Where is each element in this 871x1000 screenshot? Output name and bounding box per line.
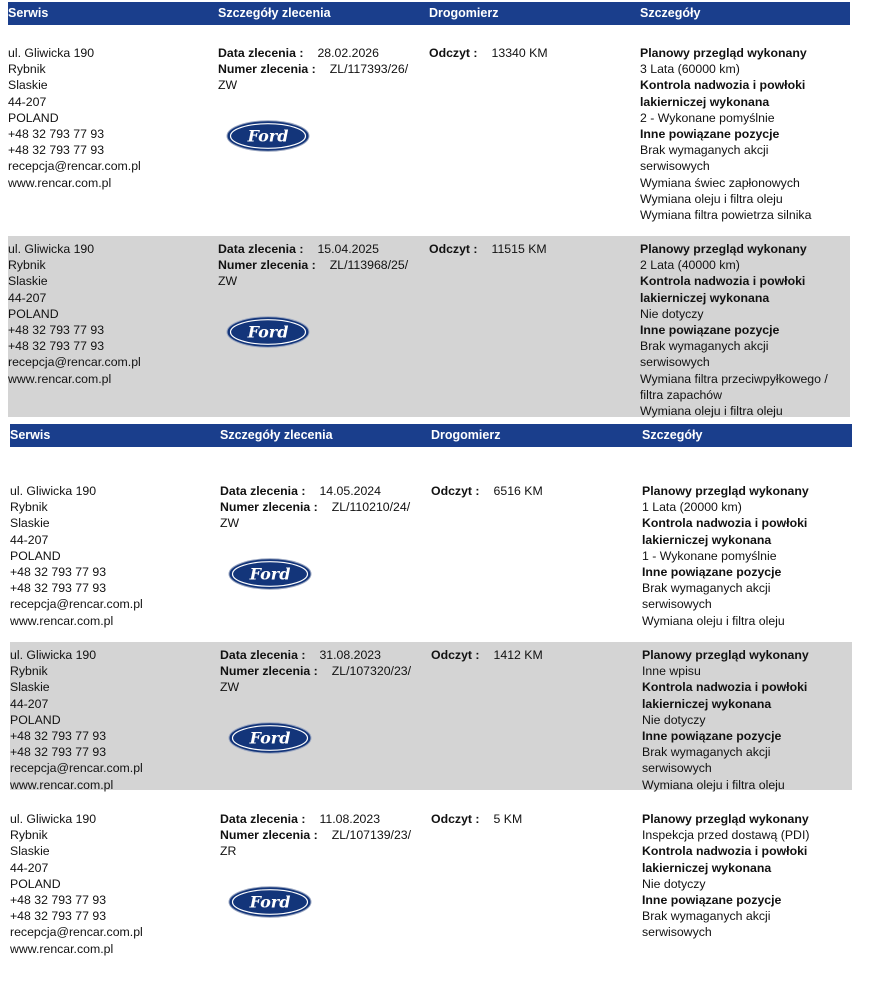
order-number-value: ZL/107320/23/	[331, 664, 412, 679]
address-line: +48 32 793 77 93	[10, 581, 107, 596]
details-line: Nie dotyczy	[640, 306, 704, 321]
odometer-reading	[431, 483, 543, 499]
order-number-label: Numer zlecenia :	[220, 664, 318, 679]
ford-logo	[228, 558, 312, 590]
order-number-value: ZL/110210/24/	[331, 500, 411, 515]
details-heading: Kontrola nadwozia i powłoki	[640, 274, 806, 289]
address-line: recepcja@rencar.com.pl	[10, 597, 143, 612]
odometer-reading	[429, 45, 548, 61]
details-line: 2 - Wykonane pomyślnie	[640, 110, 775, 125]
odometer-label: Odczyt :	[431, 812, 480, 826]
odometer-value: 13340 KM	[491, 46, 548, 60]
address-line: 44-207	[8, 290, 47, 305]
address-line: +48 32 793 77 93	[10, 745, 107, 760]
details-line: Inne wpisu	[642, 664, 701, 679]
address-line: 44-207	[8, 94, 47, 109]
ford-logo	[228, 722, 312, 754]
odometer-value: 6516 KM	[493, 484, 543, 498]
order-date-value: 31.08.2023	[319, 648, 381, 662]
odometer-label: Odczyt :	[429, 242, 478, 256]
details-line: Wymiana filtra przeciwpyłkowego /	[640, 371, 828, 386]
order-number-value: ZL/113968/25/	[329, 258, 409, 273]
order-date-value: 14.05.2024	[319, 484, 381, 498]
address-line: Rybnik	[10, 500, 48, 515]
order-details	[220, 483, 410, 532]
address-line: Rybnik	[10, 664, 48, 679]
address-line: ul. Gliwicka 190	[10, 812, 97, 826]
details-line: 2 Lata (40000 km)	[640, 258, 740, 273]
order-number-value: ZL/117393/26/	[329, 62, 409, 77]
order-date-label: Data zlecenia :	[220, 484, 306, 498]
address-line: Rybnik	[8, 258, 46, 273]
order-details	[220, 811, 411, 860]
order-date-label: Data zlecenia :	[218, 242, 304, 256]
details-heading: Inne powiązane pozycje	[642, 729, 782, 744]
details-heading: Kontrola nadwozia i powłoki	[642, 844, 808, 859]
svg-text:Ford: Ford	[249, 892, 291, 912]
details-line: serwisowych	[640, 355, 710, 370]
header-details: Szczegóły	[640, 6, 701, 20]
details-line: 1 - Wykonane pomyślnie	[642, 548, 777, 563]
details-line: 3 Lata (60000 km)	[640, 62, 740, 77]
details-line: serwisowych	[642, 925, 712, 940]
details-heading: Kontrola nadwozia i powłoki	[640, 78, 806, 93]
details-line: Brak wymaganych akcji	[642, 909, 771, 924]
odometer-reading	[431, 647, 543, 663]
odometer-label: Odczyt :	[431, 648, 480, 662]
order-number-suffix: ZW	[218, 78, 238, 93]
order-date-value: 11.08.2023	[319, 812, 381, 826]
details-line: Nie dotyczy	[642, 712, 706, 727]
details-line: serwisowych	[642, 761, 712, 776]
header-order-details: Szczegóły zlecenia	[218, 6, 331, 20]
details-heading: Planowy przegląd wykonany	[640, 242, 807, 256]
order-details	[218, 45, 408, 94]
address-line: +48 32 793 77 93	[8, 127, 105, 142]
svg-text:Ford: Ford	[249, 728, 291, 748]
details-line: Wymiana oleju i filtra oleju	[640, 191, 783, 206]
details-line: Nie dotyczy	[642, 876, 706, 891]
address-line: 44-207	[10, 696, 49, 711]
order-number-line	[218, 61, 408, 77]
details-line: Brak wymaganych akcji	[640, 143, 769, 158]
address-line: ul. Gliwicka 190	[10, 648, 97, 662]
order-number-label: Numer zlecenia :	[218, 258, 316, 273]
address-line: POLAND	[10, 548, 61, 563]
address-line: POLAND	[10, 712, 61, 727]
details-line: Wymiana oleju i filtra oleju	[640, 404, 783, 419]
order-number-label: Numer zlecenia :	[220, 500, 318, 515]
details-line: Wymiana oleju i filtra oleju	[642, 613, 785, 628]
order-date-line	[220, 811, 411, 827]
service-address	[8, 241, 141, 387]
service-address	[8, 45, 141, 191]
order-date-value: 15.04.2025	[317, 242, 379, 256]
address-line: www.rencar.com.pl	[8, 371, 112, 386]
svg-text:Ford: Ford	[247, 126, 289, 146]
odometer-reading	[429, 241, 547, 257]
address-line: recepcja@rencar.com.pl	[10, 761, 143, 776]
address-line: Rybnik	[8, 62, 46, 77]
details-line: serwisowych	[640, 159, 710, 174]
details-heading: lakierniczej wykonana	[640, 94, 770, 109]
table-header-bar	[10, 424, 852, 447]
order-details	[218, 241, 408, 290]
order-number-suffix: ZR	[220, 844, 237, 859]
odometer-reading	[431, 811, 522, 827]
details-line: Brak wymaganych akcji	[640, 339, 769, 354]
details-line: Brak wymaganych akcji	[642, 581, 771, 596]
address-line: www.rencar.com.pl	[10, 777, 114, 792]
order-date-line	[220, 647, 411, 663]
service-record-row	[8, 236, 850, 417]
order-date-line	[220, 483, 410, 499]
service-record-row	[10, 806, 852, 956]
details-line: serwisowych	[642, 597, 712, 612]
details-heading: Planowy przegląd wykonany	[640, 46, 807, 60]
service-details	[642, 483, 809, 629]
header-odometer: Drogomierz	[429, 6, 499, 20]
service-address	[10, 811, 143, 957]
address-line: +48 32 793 77 93	[8, 143, 105, 158]
order-details	[220, 647, 411, 696]
address-line: POLAND	[10, 876, 61, 891]
details-heading: lakierniczej wykonana	[642, 696, 772, 711]
address-line: POLAND	[8, 306, 59, 321]
address-line: 44-207	[10, 860, 49, 875]
address-line: Slaskie	[10, 516, 50, 531]
details-heading: Planowy przegląd wykonany	[642, 484, 809, 498]
details-line: Wymiana oleju i filtra oleju	[642, 777, 785, 792]
details-heading: lakierniczej wykonana	[640, 290, 770, 305]
details-heading: Kontrola nadwozia i powłoki	[642, 516, 808, 531]
header-details: Szczegóły	[642, 428, 703, 442]
service-address	[10, 483, 143, 629]
odometer-value: 11515 KM	[491, 242, 547, 256]
svg-text:Ford: Ford	[249, 564, 291, 584]
address-line: +48 32 793 77 93	[10, 565, 107, 580]
odometer-value: 1412 KM	[493, 648, 543, 662]
ford-logo	[228, 886, 312, 918]
service-details	[640, 241, 828, 419]
svg-text:Ford: Ford	[247, 322, 289, 342]
address-line: ul. Gliwicka 190	[8, 242, 95, 256]
address-line: +48 32 793 77 93	[8, 323, 105, 338]
address-line: Slaskie	[10, 844, 50, 859]
address-line: recepcja@rencar.com.pl	[8, 355, 141, 370]
odometer-value: 5 KM	[493, 812, 523, 826]
odometer-label: Odczyt :	[429, 46, 478, 60]
details-heading: lakierniczej wykonana	[642, 532, 772, 547]
order-number-label: Numer zlecenia :	[220, 828, 318, 843]
header-odometer: Drogomierz	[431, 428, 501, 442]
order-date-line	[218, 241, 408, 257]
details-heading: Inne powiązane pozycje	[640, 127, 780, 142]
details-heading: Inne powiązane pozycje	[642, 893, 782, 908]
details-heading: Planowy przegląd wykonany	[642, 648, 809, 662]
details-heading: Inne powiązane pozycje	[642, 565, 782, 580]
details-heading: Planowy przegląd wykonany	[642, 812, 809, 826]
odometer-line	[431, 483, 543, 499]
header-service: Serwis	[8, 6, 49, 20]
address-line: www.rencar.com.pl	[10, 613, 114, 628]
odometer-line	[431, 811, 522, 827]
address-line: recepcja@rencar.com.pl	[8, 159, 141, 174]
order-date-label: Data zlecenia :	[220, 648, 306, 662]
order-number-line	[220, 663, 411, 679]
details-line: Brak wymaganych akcji	[642, 745, 771, 760]
address-line: +48 32 793 77 93	[10, 909, 107, 924]
service-details	[640, 45, 811, 223]
address-line: recepcja@rencar.com.pl	[10, 925, 143, 940]
service-address	[10, 647, 143, 793]
address-line: Slaskie	[8, 274, 48, 289]
order-date-label: Data zlecenia :	[220, 812, 306, 826]
address-line: +48 32 793 77 93	[10, 729, 107, 744]
order-number-suffix: ZW	[220, 680, 240, 695]
address-line: +48 32 793 77 93	[8, 339, 105, 354]
details-line: filtra zapachów	[640, 387, 723, 402]
header-order-details: Szczegóły zlecenia	[220, 428, 333, 442]
order-number-suffix: ZW	[220, 516, 240, 531]
address-line: ul. Gliwicka 190	[8, 46, 95, 60]
order-number-line	[220, 499, 410, 515]
details-heading: Inne powiązane pozycje	[640, 323, 780, 338]
service-record-row	[10, 478, 852, 633]
order-number-value: ZL/107139/23/	[331, 828, 412, 843]
order-date-value: 28.02.2026	[317, 46, 379, 60]
order-number-label: Numer zlecenia :	[218, 62, 316, 77]
address-line: 44-207	[10, 532, 49, 547]
service-details	[642, 811, 809, 941]
service-details	[642, 647, 809, 793]
ford-logo	[226, 316, 310, 348]
odometer-line	[429, 241, 547, 257]
table-header-bar	[8, 2, 850, 25]
details-line: 1 Lata (20000 km)	[642, 500, 742, 515]
odometer-label: Odczyt :	[431, 484, 480, 498]
address-line: Rybnik	[10, 828, 48, 843]
order-date-label: Data zlecenia :	[218, 46, 304, 60]
service-record-row	[8, 40, 850, 226]
order-number-line	[220, 827, 411, 843]
details-heading: lakierniczej wykonana	[642, 860, 772, 875]
address-line: Slaskie	[10, 680, 50, 695]
address-line: www.rencar.com.pl	[10, 941, 114, 956]
odometer-line	[429, 45, 548, 61]
ford-logo	[226, 120, 310, 152]
header-service: Serwis	[10, 428, 51, 442]
order-date-line	[218, 45, 408, 61]
address-line: +48 32 793 77 93	[10, 893, 107, 908]
address-line: POLAND	[8, 110, 59, 125]
details-line: Wymiana świec zapłonowych	[640, 175, 800, 190]
details-line: Inspekcja przed dostawą (PDI)	[642, 828, 810, 843]
odometer-line	[431, 647, 543, 663]
service-record-row	[10, 642, 852, 790]
address-line: ul. Gliwicka 190	[10, 484, 97, 498]
address-line: www.rencar.com.pl	[8, 175, 112, 190]
order-number-line	[218, 257, 408, 273]
order-number-suffix: ZW	[218, 274, 238, 289]
details-heading: Kontrola nadwozia i powłoki	[642, 680, 808, 695]
address-line: Slaskie	[8, 78, 48, 93]
details-line: Wymiana filtra powietrza silnika	[640, 208, 812, 223]
